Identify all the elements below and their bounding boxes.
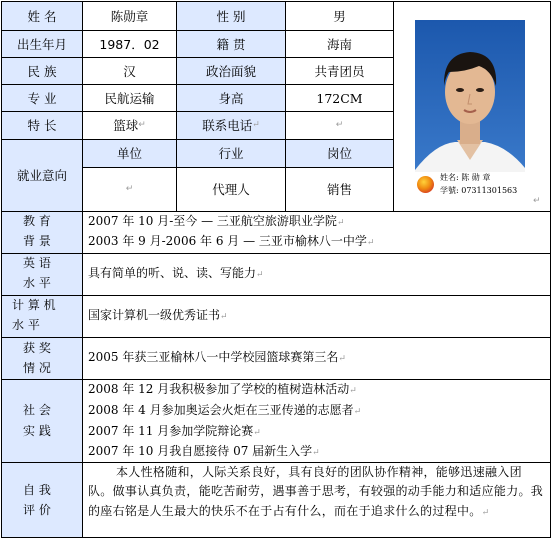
english-label-2: 水 平	[23, 276, 51, 290]
practice-label-1: 社 会	[23, 403, 51, 417]
awards-text: 2005 年获三亚榆林八一中学校园篮球赛第三名↵	[88, 350, 346, 364]
intent-industry-value: 代理人	[212, 182, 250, 197]
specialty-label: 特 长	[27, 118, 57, 133]
photo-name-caption: 姓名: 陈 勋 章	[440, 173, 491, 182]
practice-line: 2007 年 10 月我自愿接待 07 届新生入学↵	[88, 444, 320, 458]
phone-value: ↵	[335, 120, 344, 130]
major-value: 民航运输	[104, 90, 155, 106]
photo-caption	[415, 172, 525, 200]
birth-label: 出生年月	[16, 36, 67, 52]
profile-photo	[415, 20, 525, 200]
photo-id-caption: 学號: 07311301563	[440, 186, 518, 195]
politics-value: 共青团员	[314, 63, 365, 79]
major-label: 专 业	[27, 90, 57, 106]
specialty-value: 篮球 ↵	[113, 118, 146, 133]
intent-position-value: 销售	[326, 182, 352, 197]
name-value: 陈勋章	[110, 8, 149, 24]
education-label-2: 背 景	[23, 234, 51, 248]
intent-unit-value: ↵	[125, 184, 134, 194]
gender-label: 性 别	[216, 8, 246, 24]
education-line: 2003 年 9 月-2006 年 6 月 — 三亚市榆林八一中学↵	[88, 234, 375, 248]
intent-label: 就业意向	[16, 168, 67, 183]
practice-line: 2008 年 4 月参加奥运会火炬在三亚传递的志愿者↵	[88, 403, 362, 417]
origin-label: 籍 贯	[216, 36, 246, 52]
evaluation-label-2: 评 价	[23, 503, 51, 517]
photo-cell-marker: ↵	[533, 196, 541, 206]
practice-label-2: 实 践	[23, 424, 51, 438]
computer-label-2: 水 平	[12, 318, 40, 332]
intent-unit-label: 单位	[116, 146, 142, 161]
phone-label: 联系电话 ↵	[202, 118, 260, 133]
origin-value: 海南	[326, 36, 352, 52]
evaluation-text: 本人性格随和，人际关系良好，具有良好的团队协作精神，能够迅速融入团队。做事认真负责，能吃苦耐劳，遇事善于思考，有较强的动手能力和适应能力。我的座右铭是人生最大的快乐不在于占有什么，而在于追求什么的过程中。↵	[88, 465, 544, 518]
school-emblem-icon	[417, 176, 434, 193]
english-text: 具有简单的听、说、读、写能力↵	[88, 266, 264, 280]
practice-line: 2008 年 12 月我积极参加了学校的植树造林活动↵	[88, 382, 357, 396]
education-label-1: 教 育	[23, 214, 51, 228]
name-label: 姓 名	[27, 8, 57, 24]
computer-label-1: 计 算 机	[12, 298, 56, 312]
awards-label-2: 情 况	[23, 361, 51, 375]
computer-text: 国家计算机一级优秀证书↵	[88, 308, 228, 322]
english-label-1: 英 语	[23, 256, 51, 270]
politics-label: 政治面貌	[205, 63, 256, 79]
ethnicity-value: 汉	[123, 63, 136, 79]
intent-industry-label: 行业	[218, 146, 244, 161]
birth-value: 1987．02	[99, 36, 160, 52]
gender-value: 男	[333, 8, 346, 24]
education-line: 2007 年 10 月-至今 — 三亚航空旅游职业学院↵	[88, 214, 345, 228]
awards-label-1: 获 奖	[23, 341, 51, 355]
practice-line: 2007 年 11 月参加学院辩论赛↵	[88, 424, 261, 438]
ethnicity-label: 民 族	[27, 63, 57, 79]
evaluation-label-1: 自 我	[23, 483, 51, 497]
intent-position-label: 岗位	[326, 146, 352, 161]
height-value: 172CM	[316, 90, 363, 106]
height-label: 身高	[218, 90, 244, 106]
